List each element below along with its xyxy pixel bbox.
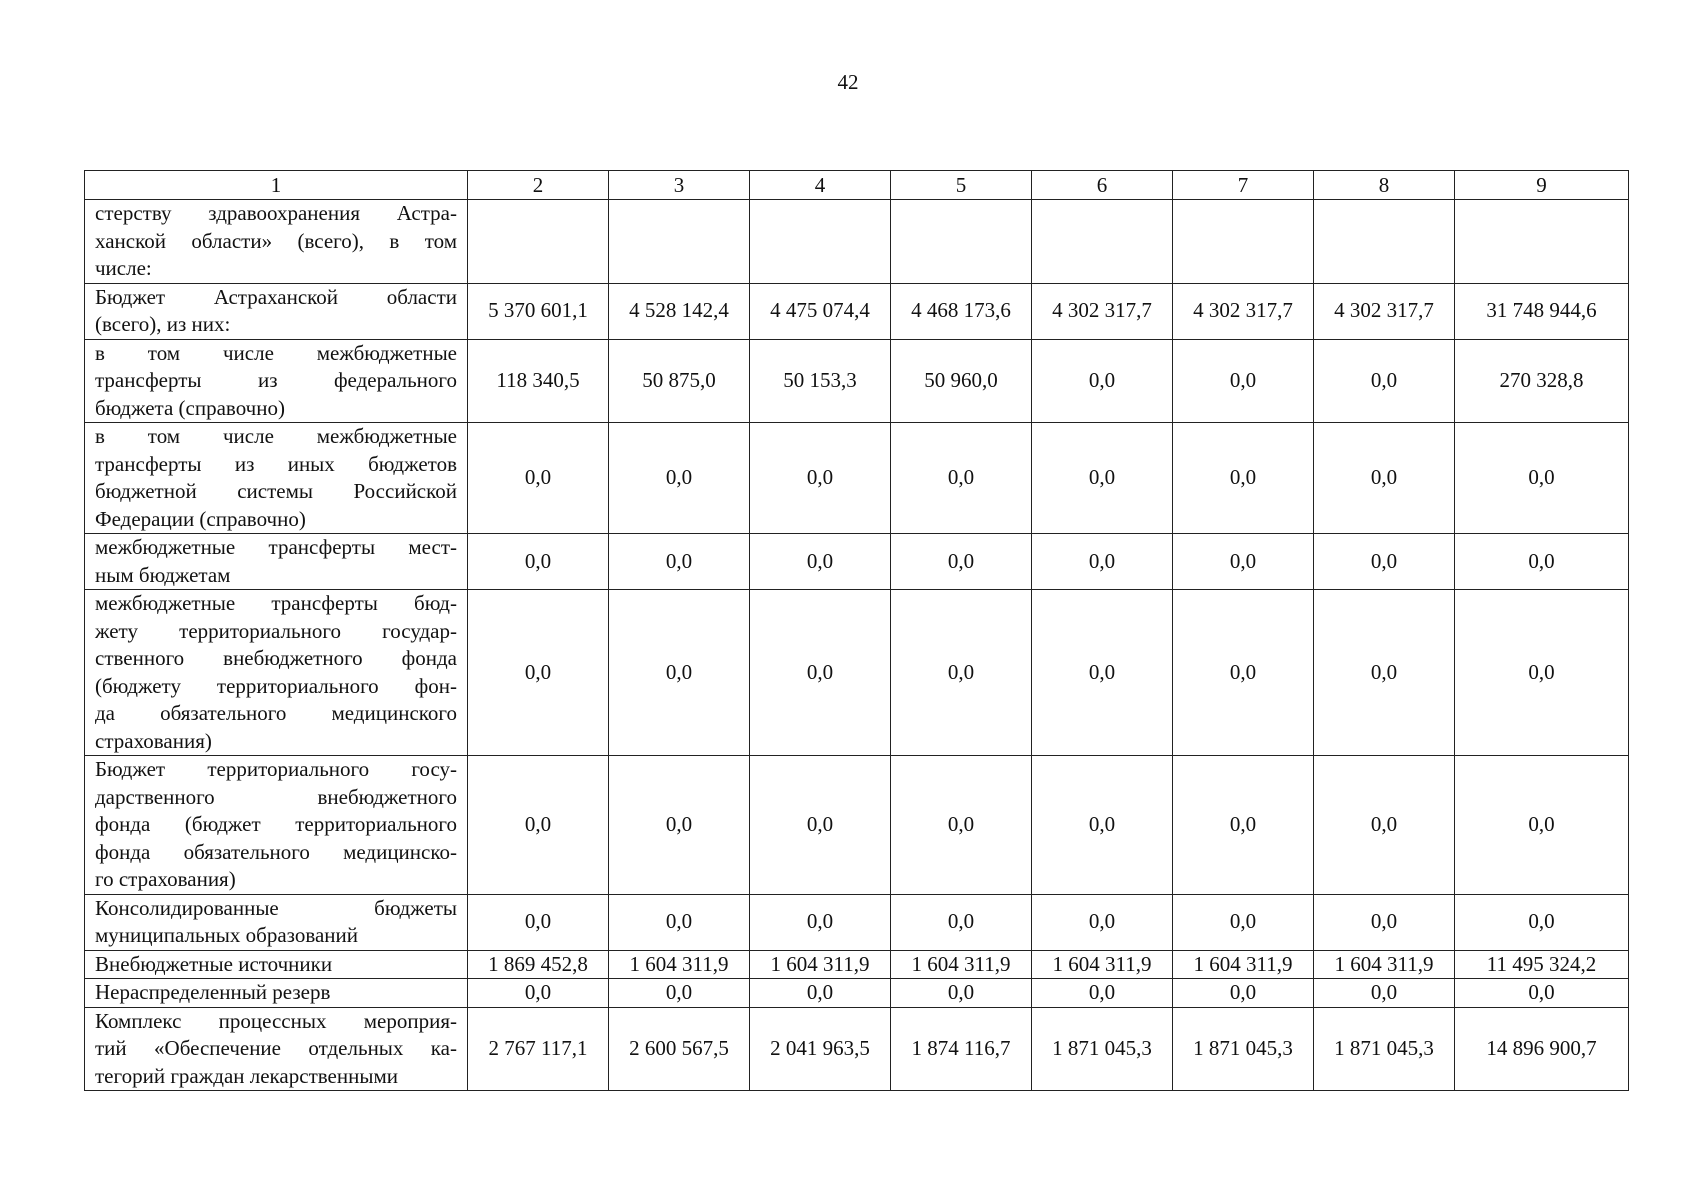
row-label-line: (всего), из них:	[95, 312, 231, 336]
row-label-line: межбюджетные трансферты мест-	[95, 535, 457, 559]
budget-table	[84, 170, 1629, 1091]
value-cell: 1 604 311,9	[750, 950, 891, 979]
row-label-line: фонда обязательного медицинско-	[95, 839, 457, 864]
value-cell: 0,0	[468, 590, 609, 756]
value-cell: 2 767 117,1	[468, 1007, 609, 1091]
row-label-line: в том числе межбюджетные	[95, 340, 457, 365]
value-cell: 0,0	[750, 534, 891, 590]
value-cell	[1173, 200, 1314, 284]
value-cell: 2 600 567,5	[609, 1007, 750, 1091]
value-cell: 1 604 311,9	[1173, 950, 1314, 979]
row-label-line: ханской области» (всего), в том	[95, 228, 457, 253]
value-cell: 0,0	[1173, 339, 1314, 423]
value-cell: 1 604 311,9	[609, 950, 750, 979]
value-cell: 0,0	[1173, 590, 1314, 756]
value-cell	[750, 200, 891, 284]
value-cell: 0,0	[1173, 979, 1314, 1008]
value-cell: 31 748 944,6	[1455, 283, 1629, 339]
row-label-line: тий «Обеспечение отдельных ка-	[95, 1036, 457, 1060]
value-cell: 0,0	[609, 979, 750, 1008]
table-row	[85, 1007, 1629, 1091]
value-cell: 1 604 311,9	[1032, 950, 1173, 979]
value-cell: 0,0	[1455, 756, 1629, 895]
page-number: 42	[837, 70, 859, 94]
row-label-line: бюджетной системы Российской	[95, 479, 457, 503]
value-cell: 0,0	[1455, 423, 1629, 534]
value-cell: 0,0	[468, 979, 609, 1008]
value-cell: 1 871 045,3	[1032, 1007, 1173, 1091]
value-cell: 4 468 173,6	[891, 283, 1032, 339]
value-cell: 0,0	[1314, 590, 1455, 756]
value-cell: 0,0	[1032, 423, 1173, 534]
row-label-line: Бюджет Астраханской области	[95, 284, 457, 309]
row-label	[85, 979, 468, 1008]
value-cell: 5 370 601,1	[468, 283, 609, 339]
value-cell: 0,0	[1455, 590, 1629, 756]
value-cell: 0,0	[1455, 894, 1629, 950]
row-label-line: числе:	[95, 256, 152, 280]
value-cell: 0,0	[609, 590, 750, 756]
value-cell: 50 875,0	[609, 339, 750, 423]
value-cell: 0,0	[609, 423, 750, 534]
value-cell: 0,0	[1314, 534, 1455, 590]
value-cell: 0,0	[891, 756, 1032, 895]
column-header: 7	[1173, 171, 1314, 200]
row-label	[85, 756, 468, 895]
row-label	[85, 950, 468, 979]
row-label	[85, 534, 468, 590]
value-cell: 0,0	[468, 534, 609, 590]
row-label-line: межбюджетные трансферты бюд-	[95, 591, 457, 615]
value-cell: 2 041 963,5	[750, 1007, 891, 1091]
value-cell: 0,0	[1173, 534, 1314, 590]
value-cell: 0,0	[609, 756, 750, 895]
value-cell: 0,0	[750, 894, 891, 950]
row-label-line: муниципальных образований	[95, 923, 358, 947]
table-row	[85, 590, 1629, 756]
value-cell	[609, 200, 750, 284]
value-cell: 1 869 452,8	[468, 950, 609, 979]
value-cell: 0,0	[1314, 979, 1455, 1008]
value-cell: 0,0	[1032, 979, 1173, 1008]
row-label-line: ным бюджетам	[95, 562, 231, 587]
value-cell: 0,0	[1173, 423, 1314, 534]
table-body	[85, 200, 1629, 1091]
column-header: 5	[891, 171, 1032, 200]
value-cell: 0,0	[468, 756, 609, 895]
table-row	[85, 894, 1629, 950]
table-row	[85, 950, 1629, 979]
value-cell: 0,0	[1173, 894, 1314, 950]
row-label-line: да обязательного медицинского	[95, 701, 457, 725]
value-cell: 0,0	[1032, 534, 1173, 590]
row-label-line: Нераспределенный резерв	[95, 980, 331, 1004]
row-label-line: фонда (бюджет территориального	[95, 812, 457, 836]
value-cell: 1 604 311,9	[1314, 950, 1455, 979]
value-cell: 0,0	[750, 756, 891, 895]
column-header: 2	[468, 171, 609, 200]
value-cell: 0,0	[891, 590, 1032, 756]
table-row	[85, 756, 1629, 895]
row-label-line: тегорий граждан лекарственными	[95, 1063, 398, 1088]
value-cell: 0,0	[1032, 339, 1173, 423]
row-label-line: Комплекс процессных мероприя-	[95, 1008, 457, 1033]
column-header: 3	[609, 171, 750, 200]
row-label	[85, 894, 468, 950]
value-cell: 50 960,0	[891, 339, 1032, 423]
value-cell	[1455, 200, 1629, 284]
value-cell: 1 871 045,3	[1314, 1007, 1455, 1091]
value-cell: 4 302 317,7	[1032, 283, 1173, 339]
row-label-line: жету территориального государ-	[95, 618, 457, 643]
value-cell: 11 495 324,2	[1455, 950, 1629, 979]
value-cell	[1314, 200, 1455, 284]
value-cell: 1 871 045,3	[1173, 1007, 1314, 1091]
row-label-line: Бюджет территориального госу-	[95, 757, 457, 781]
table-row	[85, 423, 1629, 534]
value-cell: 0,0	[1314, 894, 1455, 950]
value-cell: 0,0	[468, 894, 609, 950]
row-label-line: ственного внебюджетного фонда	[95, 646, 457, 670]
value-cell: 14 896 900,7	[1455, 1007, 1629, 1091]
value-cell: 0,0	[1032, 894, 1173, 950]
row-label-line: страхования)	[95, 728, 212, 753]
row-label-line: бюджета (справочно)	[95, 395, 285, 420]
value-cell: 1 604 311,9	[891, 950, 1032, 979]
value-cell: 0,0	[1314, 756, 1455, 895]
value-cell: 0,0	[750, 590, 891, 756]
row-label	[85, 1007, 468, 1091]
table-row	[85, 283, 1629, 339]
row-label-line: го страхования)	[95, 867, 236, 891]
value-cell: 0,0	[891, 979, 1032, 1008]
column-header: 6	[1032, 171, 1173, 200]
row-label-line: стерству здравоохранения Астра-	[95, 201, 457, 225]
row-label	[85, 283, 468, 339]
value-cell	[1032, 200, 1173, 284]
row-label-line: (бюджету территориального фон-	[95, 673, 457, 698]
value-cell: 0,0	[609, 534, 750, 590]
value-cell	[468, 200, 609, 284]
value-cell: 4 302 317,7	[1314, 283, 1455, 339]
row-label-line: в том числе межбюджетные	[95, 424, 457, 448]
value-cell	[891, 200, 1032, 284]
table-row	[85, 534, 1629, 590]
value-cell: 1 874 116,7	[891, 1007, 1032, 1091]
row-label	[85, 200, 468, 284]
table-row	[85, 200, 1629, 284]
table-header-row	[85, 171, 1629, 200]
value-cell: 0,0	[891, 423, 1032, 534]
value-cell: 0,0	[1314, 423, 1455, 534]
value-cell: 4 475 074,4	[750, 283, 891, 339]
value-cell: 0,0	[891, 894, 1032, 950]
column-header: 4	[750, 171, 891, 200]
value-cell: 0,0	[750, 423, 891, 534]
value-cell: 4 528 142,4	[609, 283, 750, 339]
value-cell: 0,0	[891, 534, 1032, 590]
row-label-line: трансферты из иных бюджетов	[95, 451, 457, 476]
row-label	[85, 590, 468, 756]
row-label-line: трансферты из федерального	[95, 368, 457, 392]
column-header: 1	[85, 171, 468, 200]
row-label-line: Консолидированные бюджеты	[95, 895, 457, 920]
value-cell: 118 340,5	[468, 339, 609, 423]
value-cell: 270 328,8	[1455, 339, 1629, 423]
value-cell: 0,0	[1173, 756, 1314, 895]
table-row	[85, 979, 1629, 1008]
row-label-line: Внебюджетные источники	[95, 951, 333, 976]
row-label	[85, 423, 468, 534]
value-cell: 0,0	[1314, 339, 1455, 423]
column-header: 8	[1314, 171, 1455, 200]
value-cell: 0,0	[1032, 756, 1173, 895]
value-cell: 0,0	[1455, 979, 1629, 1008]
value-cell: 4 302 317,7	[1173, 283, 1314, 339]
row-label-line: Федерации (справочно)	[95, 506, 306, 531]
column-header: 9	[1455, 171, 1629, 200]
row-label	[85, 339, 468, 423]
row-label-line: дарственного внебюджетного	[95, 784, 457, 809]
table-row	[85, 339, 1629, 423]
value-cell: 0,0	[750, 979, 891, 1008]
value-cell: 0,0	[468, 423, 609, 534]
value-cell: 0,0	[1455, 534, 1629, 590]
value-cell: 50 153,3	[750, 339, 891, 423]
value-cell: 0,0	[1032, 590, 1173, 756]
value-cell: 0,0	[609, 894, 750, 950]
